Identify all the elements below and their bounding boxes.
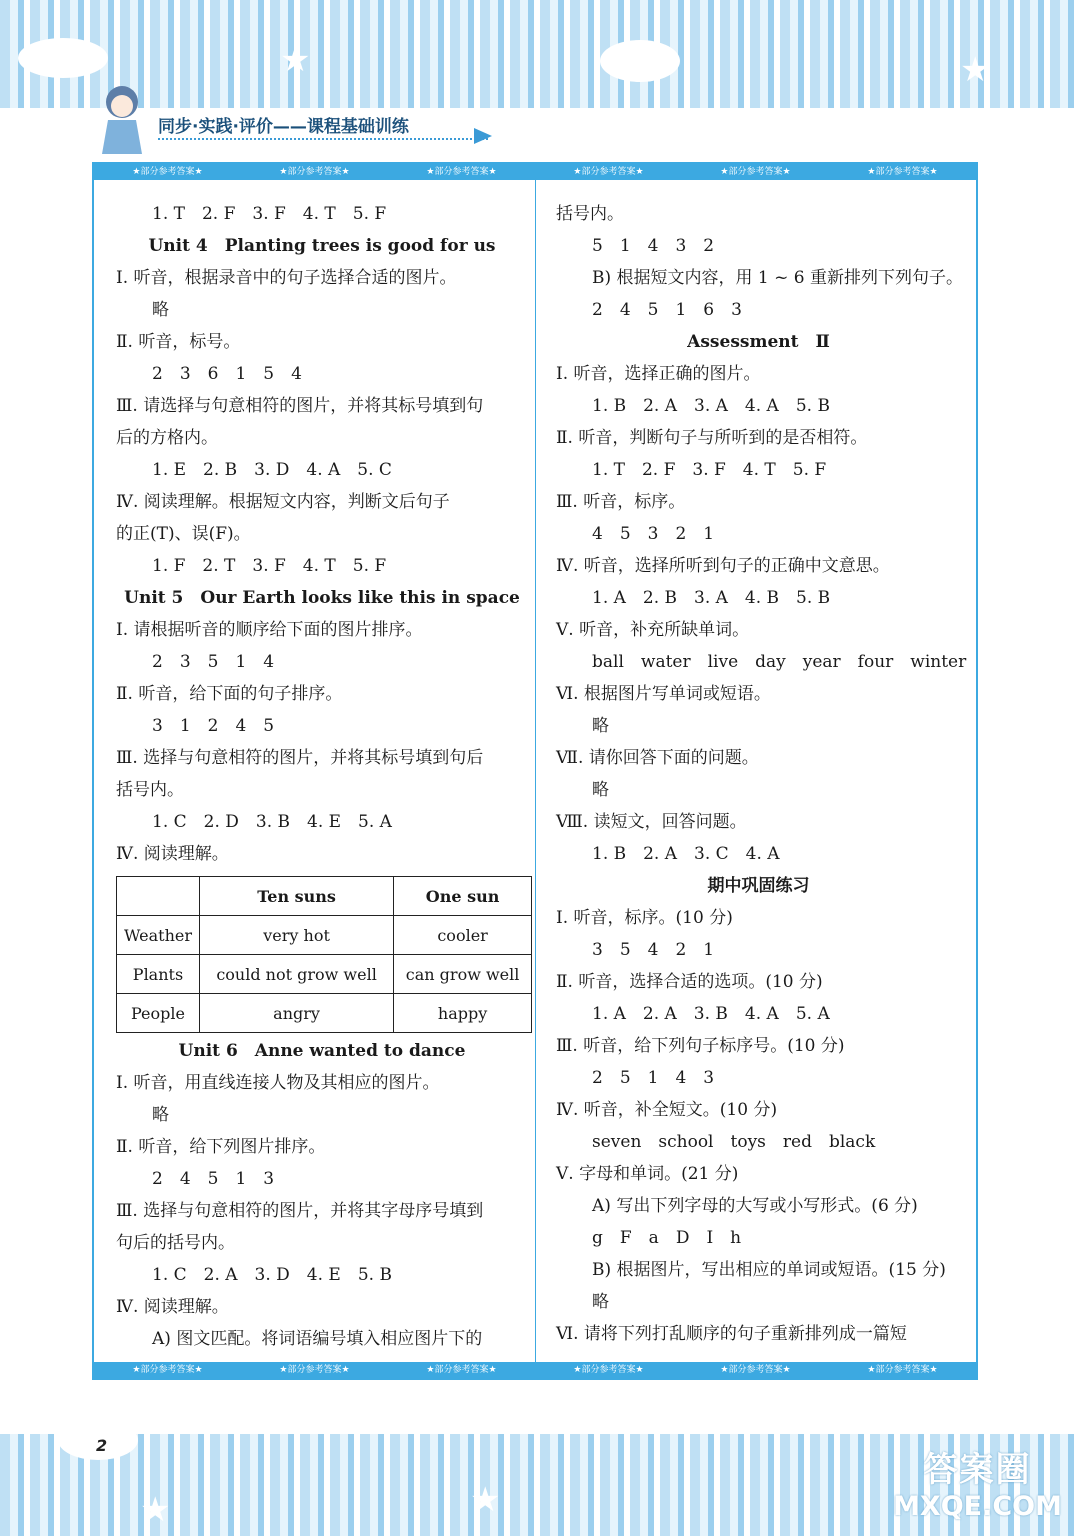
question-line: Ⅲ. 选择与句意相符的图片，并将其标号填到句后 (116, 748, 484, 768)
question-line: Ⅳ. 听音，选择所听到句子的正确中文意思。 (556, 556, 890, 576)
answer-line: 略 (592, 716, 609, 736)
answer-line: 2 4 5 1 3 (152, 1169, 275, 1189)
question-line: Ⅲ. 听音，标序。 (556, 492, 686, 512)
table-cell: happy (394, 994, 532, 1033)
answer-line: ball water live day year four winter (592, 652, 967, 672)
answer-line: 2 5 1 4 3 (592, 1068, 715, 1088)
question-line: Ⅳ. 阅读理解。 (116, 844, 229, 864)
question-line: Ⅵ. 根据图片写单词或短语。 (556, 684, 771, 704)
top-answer-band (94, 164, 976, 180)
cloud-decoration (600, 40, 680, 82)
answer-line: seven school toys red black (592, 1132, 876, 1152)
table-row (117, 916, 532, 955)
table-row (117, 877, 532, 916)
answer-line: 1. B 2. A 3. A 4. A 5. B (592, 396, 830, 416)
band-label: ★部分参考答案★ (573, 1365, 644, 1375)
question-line: Ⅳ. 听音，补全短文。(10 分) (556, 1100, 778, 1120)
question-line: B) 根据短文内容，用 1 ~ 6 重新排列下列句子。 (592, 268, 964, 288)
answer-line: 1. C 2. A 3. D 4. E 5. B (152, 1265, 392, 1285)
column-divider (535, 180, 536, 1362)
band-label: ★部分参考答案★ (720, 167, 791, 177)
table-cell: angry (199, 994, 393, 1033)
question-line: B) 根据图片，写出相应的单词或短语。(15 分) (592, 1260, 946, 1280)
section-heading: Assessment Ⅱ (687, 332, 830, 352)
answer-line: 略 (592, 1292, 609, 1312)
question-line: A) 图文匹配。将词语编号填入相应图片下的 (152, 1329, 483, 1349)
question-line: Ⅳ. 阅读理解。根据短文内容，判断文后句子 (116, 492, 450, 512)
answer-line: 1. T 2. F 3. F 4. T 5. F (592, 460, 827, 480)
answer-line: 略 (152, 1105, 169, 1125)
table-header: Ten suns (199, 877, 393, 916)
top-stripe-banner (0, 0, 1080, 108)
answer-line: 5 1 4 3 2 (592, 236, 715, 256)
question-line: Ⅰ. 请根据听音的顺序给下面的图片排序。 (116, 620, 423, 640)
question-line: Ⅱ. 听音，给下列图片排序。 (116, 1137, 326, 1157)
question-line: Ⅱ. 听音，选择合适的选项。(10 分) (556, 972, 823, 992)
table-cell: cooler (394, 916, 532, 955)
answer-line: 4 5 3 2 1 (592, 524, 715, 544)
answer-line: 略 (152, 300, 169, 320)
answer-line: 略 (592, 780, 609, 800)
left-column (116, 200, 528, 1357)
table-cell: People (117, 994, 200, 1033)
question-line: Ⅰ. 听音，标序。(10 分) (556, 908, 733, 928)
answer-line: 1. A 2. B 3. A 4. B 5. B (592, 588, 831, 608)
question-line: Ⅳ. 阅读理解。 (116, 1297, 229, 1317)
question-line: Ⅱ. 听音，标号。 (116, 332, 241, 352)
question-line: A) 写出下列字母的大写或小写形式。(6 分) (592, 1196, 918, 1216)
table-cell: very hot (199, 916, 393, 955)
question-line: Ⅶ. 请你回答下面的问题。 (556, 748, 759, 768)
answer-line: 3 5 4 2 1 (592, 940, 715, 960)
band-label: ★部分参考答案★ (720, 1365, 791, 1375)
watermark-line: 答案圈 (923, 1450, 1032, 1490)
unit-heading: Unit 4 Planting trees is good for us (148, 236, 496, 256)
table-header: One sun (394, 877, 532, 916)
answer-line: 1. F 2. T 3. F 4. T 5. F (152, 556, 387, 576)
header-dotted-line (158, 138, 488, 140)
question-line: Ⅴ. 听音，补充所缺单词。 (556, 620, 750, 640)
question-line: Ⅲ. 选择与句意相符的图片，并将其字母序号填到 (116, 1201, 484, 1221)
answer-line: 3 1 2 4 5 (152, 716, 275, 736)
star-icon: ★ (280, 40, 311, 80)
band-label: ★部分参考答案★ (426, 167, 497, 177)
answer-line: 1. A 2. A 3. B 4. A 5. A (592, 1004, 830, 1024)
watermark-line: MXQE.COM (893, 1491, 1062, 1522)
bottom-answer-band (94, 1362, 976, 1378)
unit-heading: Unit 6 Anne wanted to dance (178, 1041, 466, 1061)
table-cell (117, 877, 200, 916)
question-line: Ⅵ. 请将下列打乱顺序的句子重新排列成一篇短 (556, 1324, 907, 1344)
question-line: Ⅰ. 听音，根据录音中的句子选择合适的图片。 (116, 268, 457, 288)
table-cell: Weather (117, 916, 200, 955)
band-label: ★部分参考答案★ (867, 167, 938, 177)
question-line: 句后的括号内。 (116, 1233, 235, 1253)
band-label: ★部分参考答案★ (426, 1365, 497, 1375)
question-line: 括号内。 (116, 780, 184, 800)
answer-line: 2 3 6 1 5 4 (152, 364, 302, 384)
question-line: Ⅰ. 听音，用直线连接人物及其相应的图片。 (116, 1073, 440, 1093)
question-line: 后的方格内。 (116, 428, 218, 448)
girl-mascot-icon (92, 80, 152, 158)
star-icon: ★ (960, 50, 991, 90)
page-number: 2 (96, 1436, 108, 1455)
answer-line: 1. B 2. A 3. C 4. A (592, 844, 780, 864)
answer-table (116, 876, 532, 1033)
watermark-logo (893, 1442, 1062, 1522)
table-cell: could not grow well (199, 955, 393, 994)
header-title: 同步·实践·评价——课程基础训练 (158, 117, 409, 137)
table-row (117, 994, 532, 1033)
section-heading: 期中巩固练习 (707, 876, 810, 896)
answer-line: g F a D I h (592, 1228, 742, 1248)
answer-line: 1. E 2. B 3. D 4. A 5. C (152, 460, 392, 480)
question-line: Ⅲ. 听音，给下列句子标序号。(10 分) (556, 1036, 845, 1056)
answer-line: 1. T 2. F 3. F 4. T 5. F (152, 204, 387, 224)
band-label: ★部分参考答案★ (132, 167, 203, 177)
band-label: ★部分参考答案★ (132, 1365, 203, 1375)
band-label: ★部分参考答案★ (867, 1365, 938, 1375)
table-row (117, 955, 532, 994)
answer-line: 1. C 2. D 3. B 4. E 5. A (152, 812, 392, 832)
question-line: Ⅴ. 字母和单词。(21 分) (556, 1164, 739, 1184)
cloud-decoration (18, 38, 108, 78)
header-arrow-icon (474, 128, 492, 144)
question-line: Ⅱ. 听音，给下面的句子排序。 (116, 684, 343, 704)
right-column (556, 200, 967, 1352)
table-cell: can grow well (394, 955, 532, 994)
table-cell: Plants (117, 955, 200, 994)
band-label: ★部分参考答案★ (279, 167, 350, 177)
unit-heading: Unit 5 Our Earth looks like this in space (124, 588, 520, 608)
question-line: Ⅷ. 读短文，回答问题。 (556, 812, 747, 832)
answer-line: 2 4 5 1 6 3 (592, 300, 742, 320)
question-line: 括号内。 (556, 204, 624, 224)
question-line: Ⅱ. 听音，判断句子与所听到的是否相符。 (556, 428, 868, 448)
answer-line: 2 3 5 1 4 (152, 652, 275, 672)
star-icon: ★ (470, 1480, 501, 1520)
question-line: 的正(T)、误(F)。 (116, 524, 251, 544)
band-label: ★部分参考答案★ (279, 1365, 350, 1375)
star-icon: ★ (140, 1490, 171, 1530)
question-line: Ⅰ. 听音，选择正确的图片。 (556, 364, 761, 384)
band-label: ★部分参考答案★ (573, 167, 644, 177)
question-line: Ⅲ. 请选择与句意相符的图片，并将其标号填到句 (116, 396, 484, 416)
